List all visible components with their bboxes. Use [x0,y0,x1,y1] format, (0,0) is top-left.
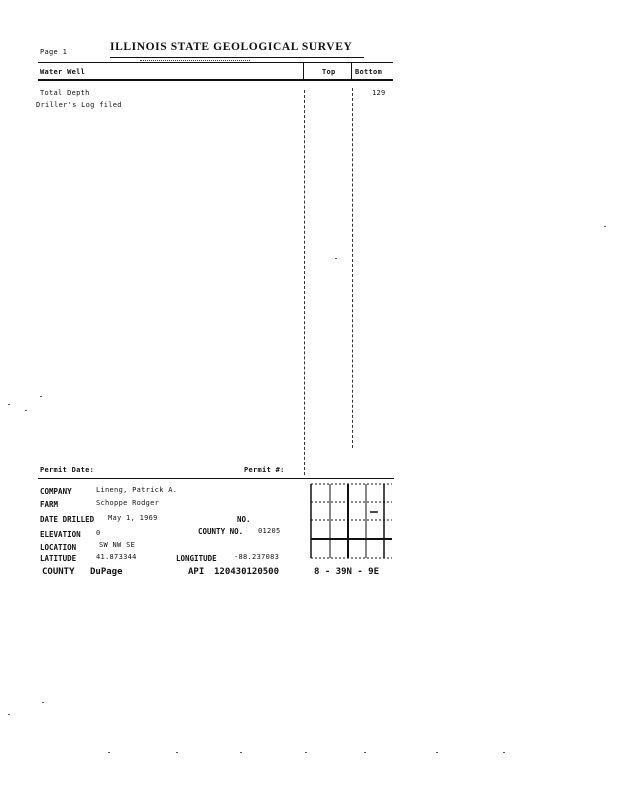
scan-speck [8,404,10,405]
township-range: 8 - 39N - 9E [314,567,380,577]
permit-number-label: Permit #: [244,466,285,474]
county-label: COUNTY [42,567,75,577]
drillers-log-label: Driller's Log filed [36,101,122,109]
api-label: API [188,567,205,577]
water-well-heading: Water Well [40,68,86,76]
elevation-value: 0 [96,529,101,537]
scan-speck [108,752,110,753]
scan-speck [364,752,366,753]
scan-speck [176,752,178,753]
api-value: 120430120500 [214,567,280,577]
title-dashes [140,60,250,61]
scan-speck [503,752,505,753]
elevation-label: ELEVATION [40,530,81,539]
scan-speck [305,752,307,753]
page-number: Page 1 [40,48,68,56]
scan-speck [8,714,10,715]
date-drilled-value: May 1, 1969 [108,514,158,522]
company-value: Lineng, Patrick A. [96,486,178,494]
county-no-label: COUNTY NO. [198,527,244,536]
top-col-divider [303,62,304,80]
top-column-header: Top [322,68,336,76]
latitude-label: LATITUDE [40,554,77,563]
location-value: SW NW SE [99,541,136,549]
title-underline [110,57,364,58]
header-top-rule [38,62,393,63]
total-depth-value: 129 [372,89,386,97]
scan-speck [604,226,606,227]
bottom-column-header: Bottom [355,68,383,76]
company-label: COMPANY [40,487,72,496]
farm-label: FARM [40,500,59,509]
header-bottom-rule [38,79,393,81]
permit-date-label: Permit Date: [40,466,95,474]
location-label: LOCATION [40,543,77,552]
scan-speck [335,258,337,259]
scan-speck [240,752,242,753]
county-no-value: 01205 [258,527,281,535]
longitude-label: LONGITUDE [176,554,217,563]
date-drilled-label: DATE DRILLED [40,515,95,524]
latitude-value: 41.873344 [96,553,137,561]
top-column-guide [304,90,305,475]
total-depth-label: Total Depth [40,89,90,97]
scan-speck [25,410,27,411]
no-label: NO. [237,515,251,524]
county-value: DuPage [90,567,123,577]
longitude-value: -88.237083 [234,553,280,561]
bottom-col-divider [351,62,352,80]
section-grid [308,482,394,566]
permit-rule [38,478,394,479]
scan-speck [436,752,438,753]
bottom-column-guide [352,88,353,448]
scan-speck [40,396,42,397]
farm-value: Schoppe Rodger [96,499,160,507]
scan-speck [42,702,44,703]
survey-title: ILLINOIS STATE GEOLOGICAL SURVEY [110,41,353,53]
